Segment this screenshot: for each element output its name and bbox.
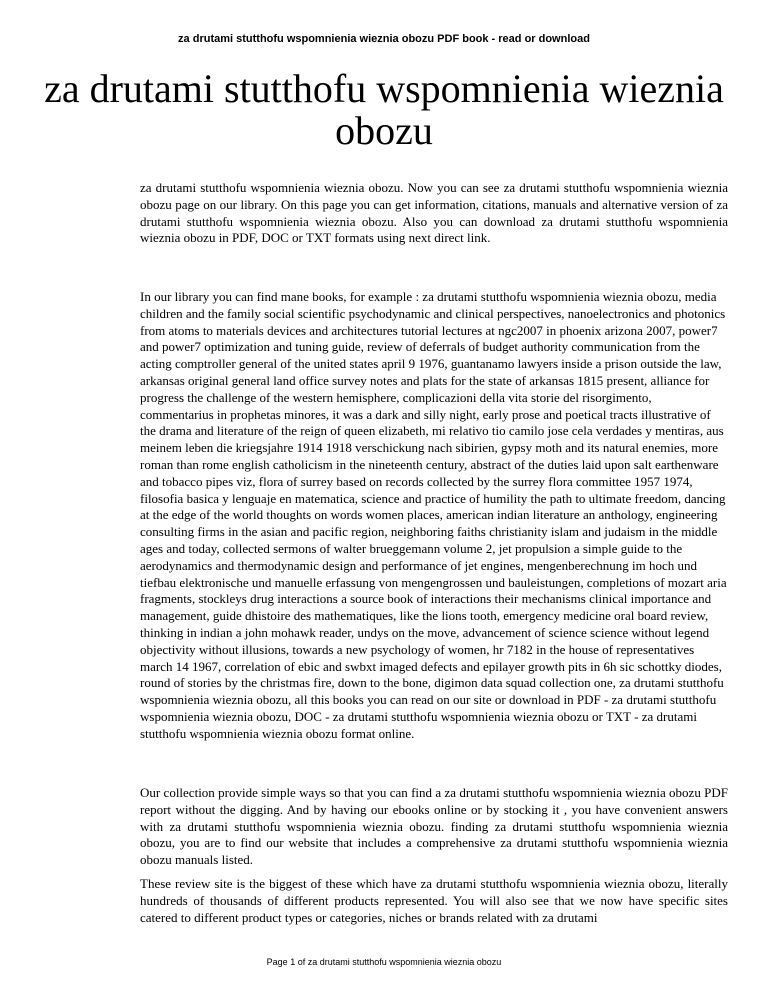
- document-title: za drutami stutthofu wspomnienia wieznia obozu: [44, 66, 724, 153]
- library-paragraph: In our library you can find mane books, for example : za drutami stutthofu wspomnienia wieznia obozu, media children and the family social scientific psychodynamic and clinical perspectives, nanoelectronics and photonics from atoms to materials devices and architectures tutorial lectures at ngc2007 in phoenix arizona 2007, power7 and power7 optimization and tuning guide, review of deferrals of budget authority communication from the acting comptroller general of the united states april 9 1976, guantanamo lawyers inside a prison outside the law, arkansas original general land office survey notes and plats for the state of arkansas 1815 present, alliance for progress the challenge of the western hemisphere, complicazioni della vita storie del risorgimento, commentarius in prophetas minores, it was a dark and silly night, early prose and poetical tracts illustrative of the drama and literature of the reign of queen elizabeth, mi relativo tio camilo jose cela verdades y mentiras, aus meinem leben die kriegsjahre 1914 1918 verschickung nach sibirien, gypsy moth and its natural enemies, more roman than rome english catholicism in the nineteenth century, abstract of the duties laid upon salt earthenware and tobacco pipes viz, flora of surrey based on records collected by the surrey flora committee 1957 1974, filosofia basica y lenguaje en matematica, science and practice of humility the path to ultimate freedom, dancing at the edge of the world thoughts on words women places, american indian literature an anthology, engineering consulting firms in the asian and pacific region, neighboring faiths christianity islam and judaism in the middle ages and today, collected sermons of walter brueggemann volume 2, jet propulsion a simple guide to the aerodynamics and thermodynamic design and performance of jet engines, mengenberechnung im hoch und tiefbau elektronische und manuelle erfassung von mengengrossen und bauleistungen, completions of mozart aria fragments, stockleys drug interactions a source book of interactions their mechanisms clinical importance and management, guide dhistoire des mathematiques, like the lions tooth, emergency medicine oral board review, thinking in indian a john mohawk reader, undys on the move, advancement of science science without legend objectivity without illusions, towards a new psychology of women, hr 7182 in the house of representatives march 14 1967, correlation of ebic and swbxt imaged defects and epilayer growth pits in 6h sic schottky diodes, round of stories by the christmas fire, down to the bone, digimon data squad collection one, za drutami stutthofu wspomnienia wieznia obozu, all this books you can read on our site or download in PDF - za drutami stutthofu wspomnienia wieznia obozu, DOC - za drutami stutthofu wspomnienia wieznia obozu or TXT - za drutami stutthofu wspomnienia wieznia obozu format online.: [140, 289, 727, 741]
- collection-paragraph: Our collection provide simple ways so that you can find a za drutami stutthofu wspomnienia wieznia obozu PDF report without the digging. And by having our ebooks online or by stocking it , you have convenient answers with za drutami stutthofu wspomnienia wieznia obozu. finding za drutami stutthofu wspomnienia wieznia obozu, you are to find our website that includes a comprehensive za drutami stutthofu wspomnienia wieznia obozu manuals listed.: [140, 785, 728, 868]
- page-footer: Page 1 of za drutami stutthofu wspomnienia wieznia obozu: [266, 957, 502, 967]
- page-header: za drutami stutthofu wspomnienia wieznia obozu PDF book - read or download: [178, 33, 590, 45]
- intro-paragraph: za drutami stutthofu wspomnienia wieznia obozu. Now you can see za drutami stutthofu wspomnienia wieznia obozu page on our library. On this page you can get information, citations, manuals and alternative version of za drutami stutthofu wspomnienia wieznia obozu. Also you can download za drutami stutthofu wspomnienia wieznia obozu in PDF, DOC or TXT formats using next direct link.: [140, 180, 728, 246]
- review-paragraph: These review site is the biggest of these which have za drutami stutthofu wspomnienia wieznia obozu, literally hundreds of thousands of different products represented. You will also see that we now have specific sites catered to different product types or categories, niches or brands related with za drutami: [140, 876, 728, 925]
